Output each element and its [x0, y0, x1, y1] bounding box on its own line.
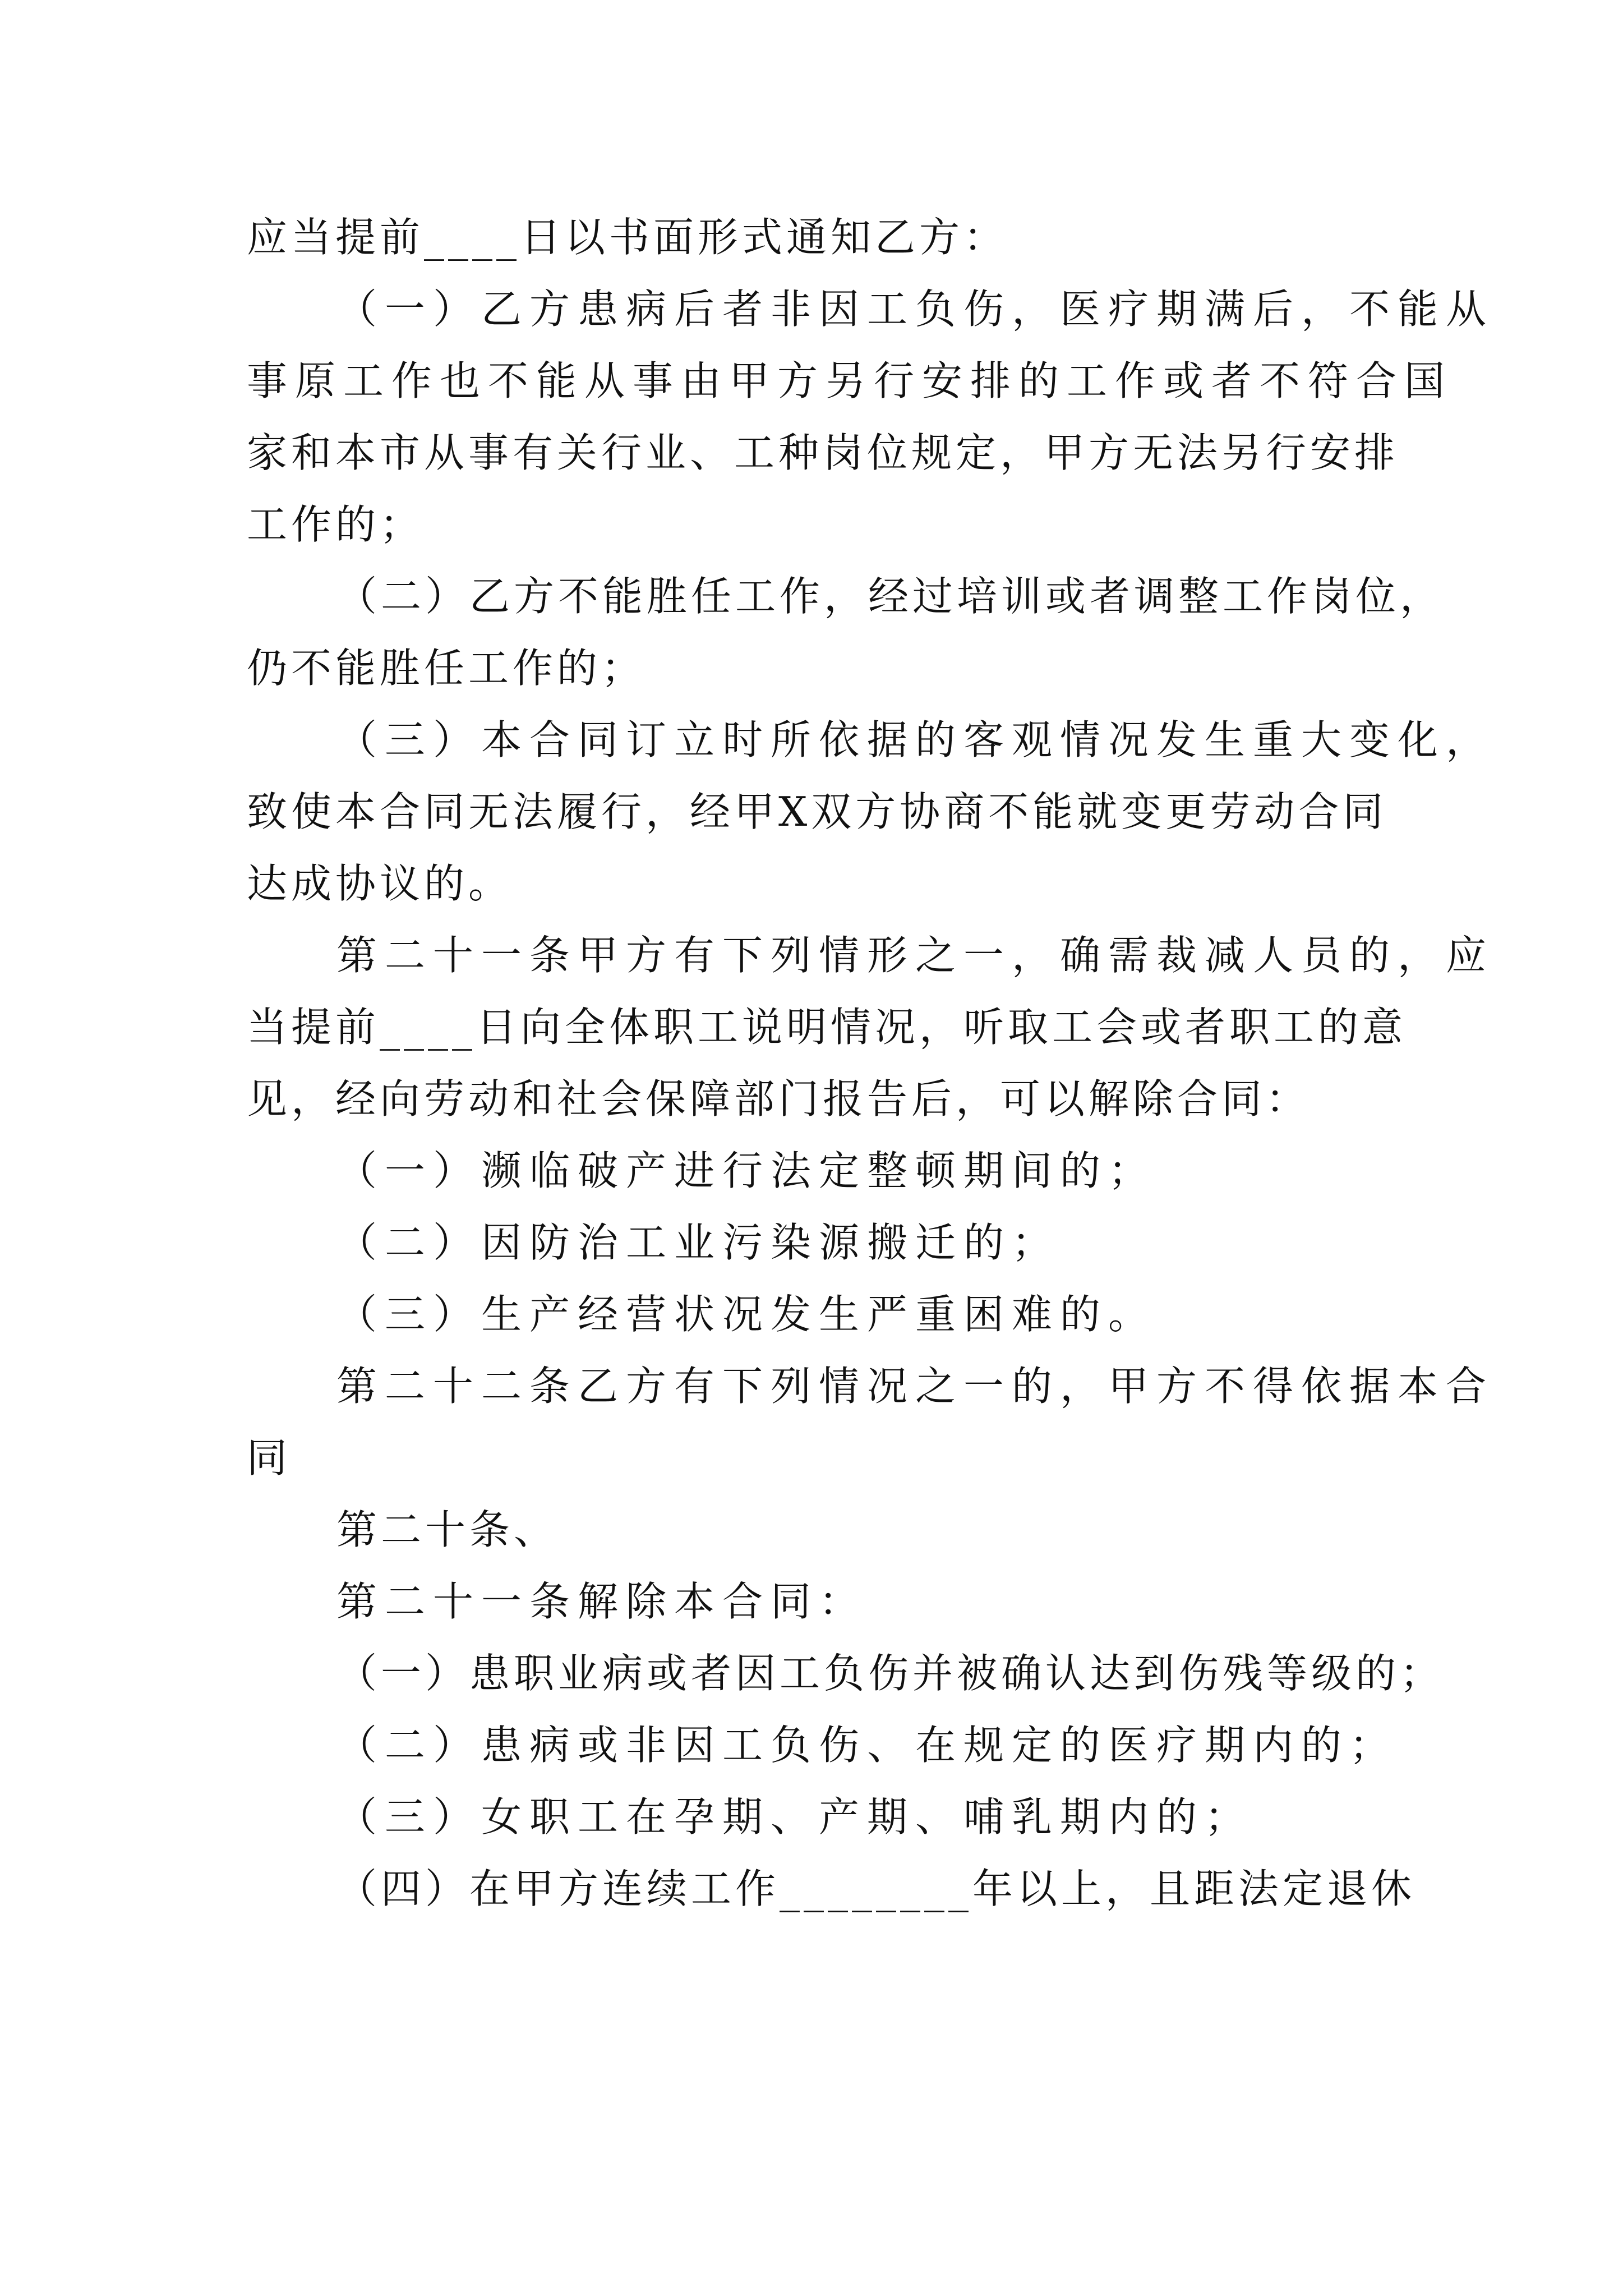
text-line: 应当提前____日以书面形式通知乙方： — [247, 214, 1008, 261]
text-line: 事原工作也不能从事由甲方另行安排的工作或者不符合国 — [247, 357, 1453, 404]
text-line: （一）濒临破产进行法定整顿期间的； — [336, 1147, 1157, 1194]
text-line: 达成协议的。 — [247, 860, 513, 907]
text-line: （二）患病或非因工负伤、在规定的医疗期内的； — [336, 1722, 1398, 1769]
text-line: 见，经向劳动和社会保障部门报告后，可以解除合同： — [247, 1075, 1311, 1122]
text-line: （二）乙方不能胜任工作，经过培训或者调整工作岗位， — [336, 573, 1445, 620]
text-line: （一）患职业病或者因工负伤并被确认达到伤残等级的； — [336, 1650, 1445, 1697]
text-line: 当提前____日向全体职工说明情况，听取工会或者职工的意 — [247, 1004, 1407, 1051]
text-line: （一）乙方患病后者非因工负伤，医疗期满后，不能从 — [336, 286, 1495, 333]
text-line: 仍不能胜任工作的； — [247, 645, 646, 692]
text-line: 第二十一条甲方有下列情形之一，确需裁减人员的，应 — [336, 932, 1495, 979]
text-line: 第二十条、 — [336, 1506, 559, 1553]
text-line: 致使本合同无法履行，经甲X双方协商不能就变更劳动合同 — [247, 788, 1387, 835]
text-line: （四）在甲方连续工作________年以上，且距法定退休 — [336, 1865, 1416, 1912]
text-line: 第二十二条乙方有下列情况之一的，甲方不得依据本合 — [336, 1363, 1495, 1410]
text-line: 同 — [247, 1434, 292, 1481]
text-line: 第二十一条解除本合同： — [336, 1578, 868, 1625]
text-line: 工作的； — [247, 501, 425, 548]
text-line: 家和本市从事有关行业、工种岗位规定，甲方无法另行安排 — [247, 429, 1399, 476]
text-line: （三）本合同订立时所依据的客观情况发生重大变化， — [336, 716, 1495, 763]
text-line: （三）生产经营状况发生严重困难的。 — [336, 1291, 1157, 1338]
text-line: （三）女职工在孕期、产期、哺乳期内的； — [336, 1793, 1253, 1841]
text-line: （二）因防治工业污染源搬迁的； — [336, 1219, 1061, 1266]
